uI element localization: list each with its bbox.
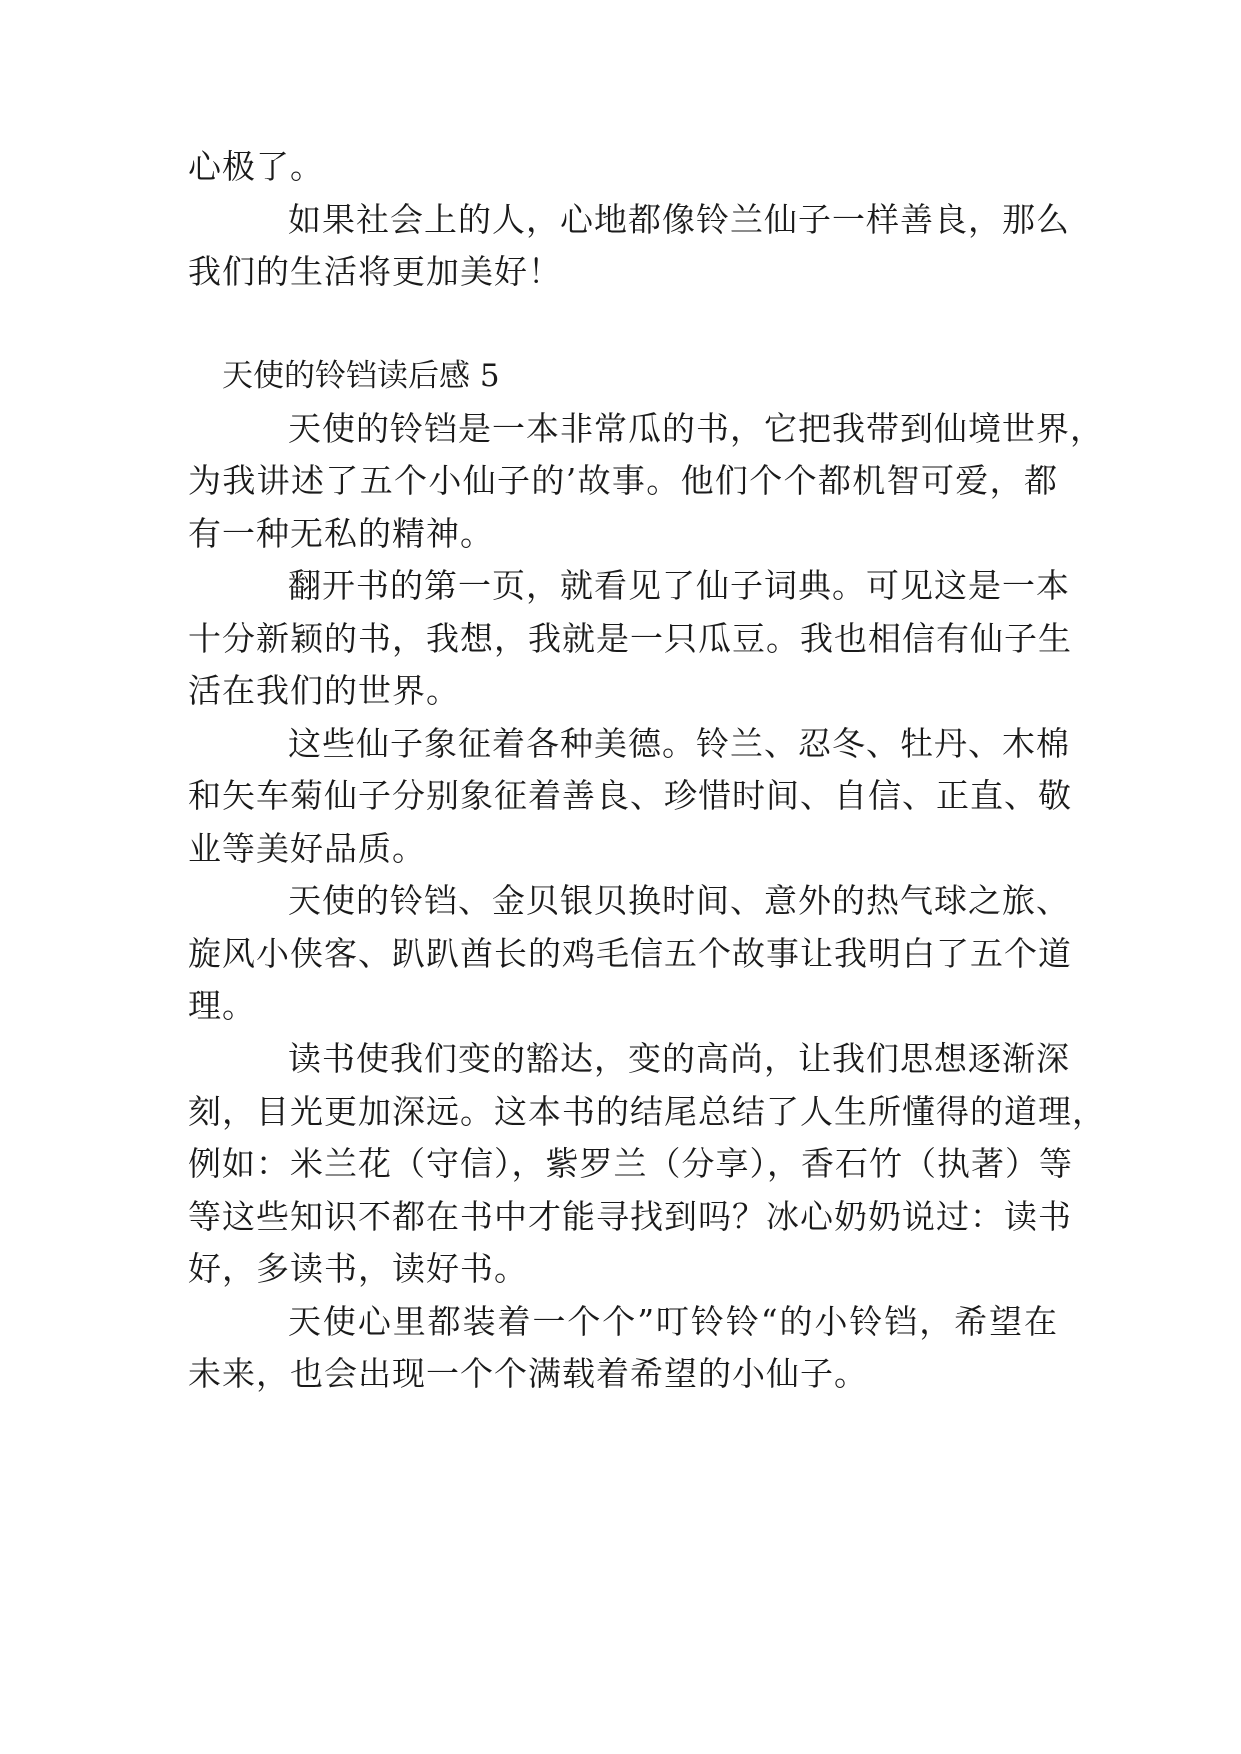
text-line: 如果社会上的人，心地都像铃兰仙子一样善良，那么 <box>288 200 1070 239</box>
text-line: 和矢车菊仙子分别象征着善良、珍惜时间、自信、正直、敬 <box>188 776 1072 815</box>
text-line: 活在我们的世界。 <box>188 671 460 710</box>
text-line: 等这些知识不都在书中才能寻找到吗？冰心奶奶说过：读书 <box>188 1197 1072 1236</box>
text-line: 翻开书的第一页，就看见了仙子词典。可见这是一本 <box>288 566 1070 605</box>
text-line: 未来，也会出现一个个满载着希望的小仙子。 <box>188 1354 868 1393</box>
text-line: 理。 <box>188 986 256 1025</box>
text-line: 十分新颖的书，我想，我就是一只瓜豆。我也相信有仙子生 <box>188 619 1072 658</box>
text-line: 为我讲述了五个小仙子的’故事。他们个个都机智可爱，都 <box>188 461 1058 500</box>
text-line: 这些仙子象征着各种美德。铃兰、忍冬、牡丹、木棉 <box>288 724 1070 763</box>
section-heading: 天使的铃铛读后感 5 <box>222 358 500 394</box>
text-line: 旋风小侠客、趴趴酋长的鸡毛信五个故事让我明白了五个道 <box>188 934 1072 973</box>
text-line: 天使的铃铛是一本非常瓜的书，它把我带到仙境世界， <box>288 409 1104 448</box>
text-line: 天使的铃铛、金贝银贝换时间、意外的热气球之旅、 <box>288 881 1070 920</box>
text-line: 好，多读书，读好书。 <box>188 1249 528 1288</box>
text-line: 有一种无私的精神。 <box>188 514 494 553</box>
text-line: 例如：米兰花（守信），紫罗兰（分享），香石竹（执著）等 <box>188 1144 1073 1183</box>
text-line: 我们的生活将更加美好！ <box>188 252 562 291</box>
text-line: 天使心里都装着一个个”叮铃铃“的小铃铛，希望在 <box>288 1302 1058 1341</box>
text-line: 业等美好品质。 <box>188 829 426 868</box>
text-line: 刻，目光更加深远。这本书的结尾总结了人生所懂得的道理， <box>188 1092 1106 1131</box>
text-line: 读书使我们变的豁达，变的高尚，让我们思想逐渐深 <box>288 1039 1070 1078</box>
text-line: 心极了。 <box>188 147 324 186</box>
